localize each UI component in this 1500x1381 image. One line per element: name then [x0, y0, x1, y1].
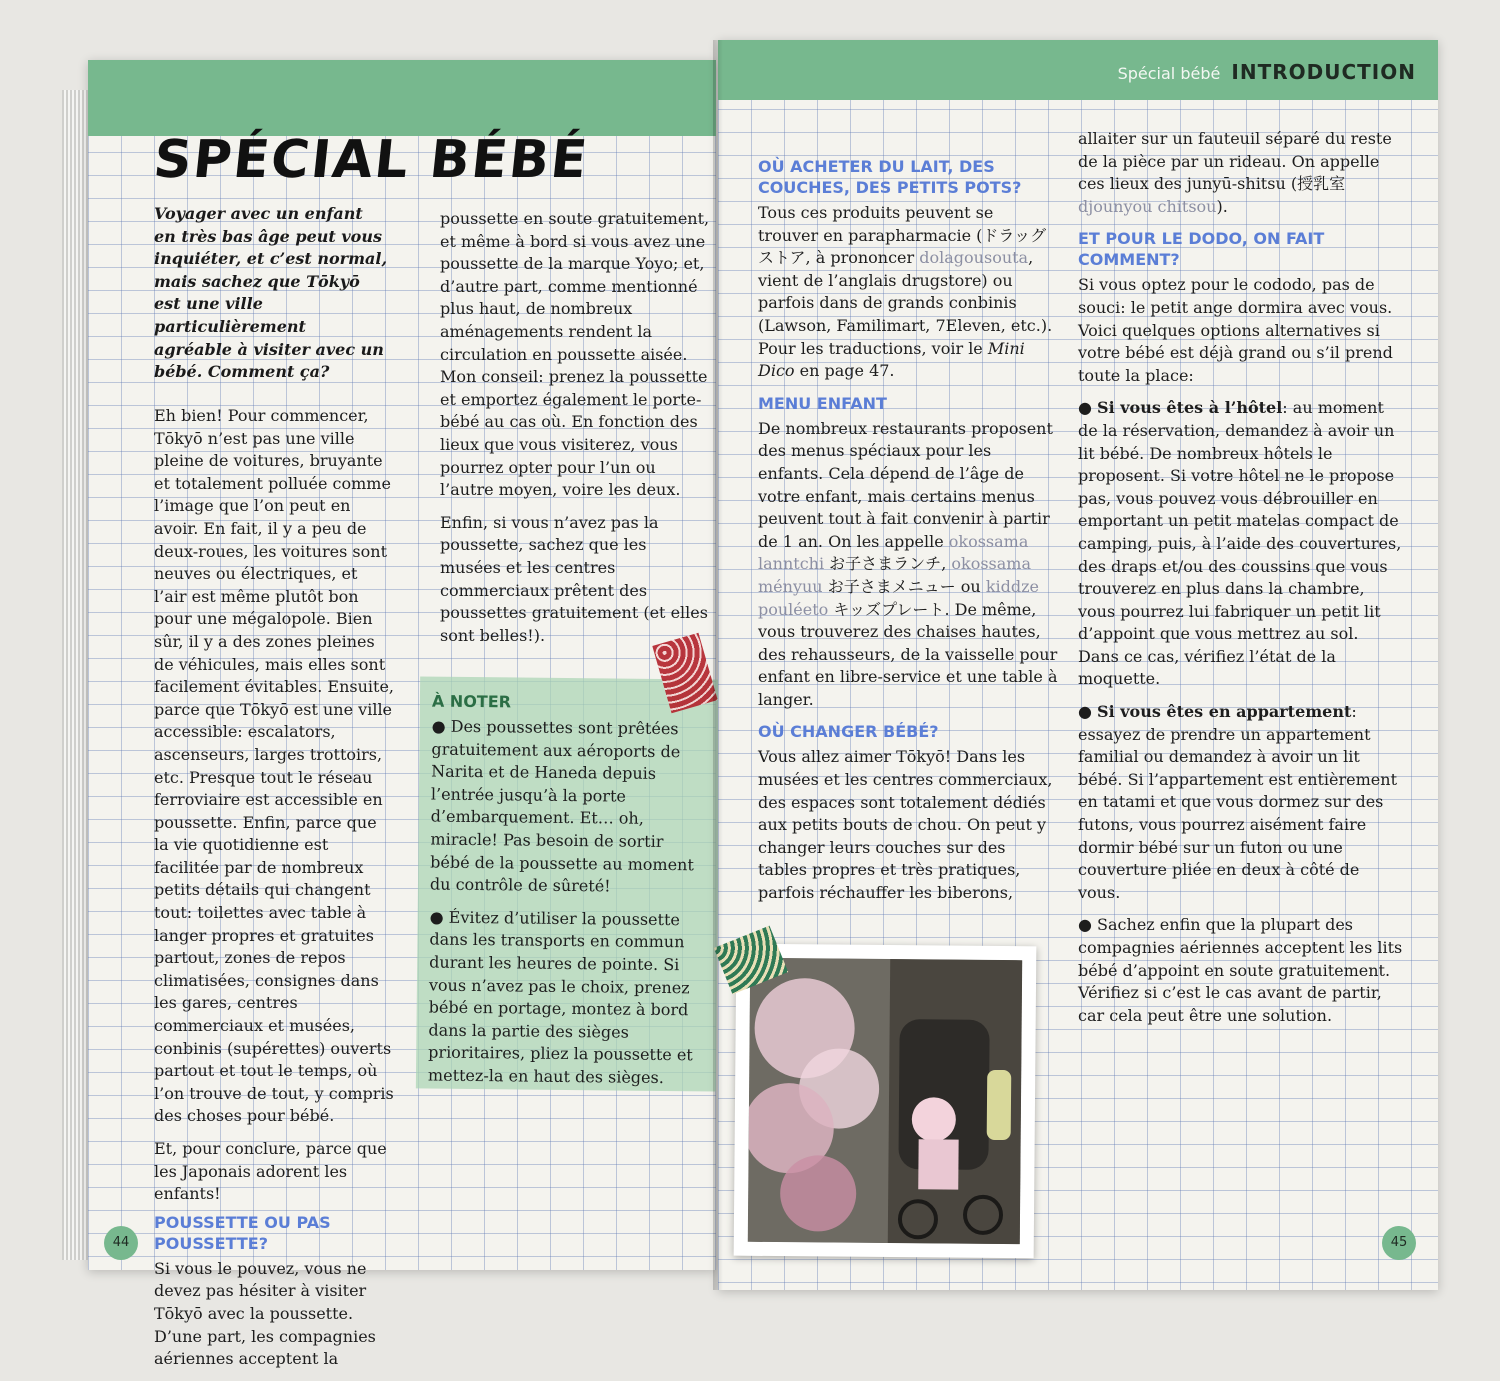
left-page: [88, 60, 716, 1369]
body-paragraph: ● Sachez enfin que la plupart des compagnies aériennes acceptent les lits bébé d’appoint en soute gratuitement. Vérifiez si c’est le cas avant de partir, car cela peut être une solution.: [1078, 915, 1403, 1025]
page-number-left: 44: [104, 1226, 138, 1260]
body-paragraph: Et, pour conclure, parce que les Japonais adorent les enfants!: [154, 1139, 387, 1204]
body-paragraph: Tous ces produits peuvent se trouver en parapharmacie (ドラッグストア, à prononcer dolagousouta, vient de l’anglais drugstore) ou parfois dans de grands conbinis (Lawson, Familimart, 7Eleven, etc.). Pour les traductions, voir le Mini Dico en page 47.: [758, 203, 1053, 381]
section-heading-lait: OÙ ACHETER DU LAIT, DES COUCHES, DES PETITS POTS?: [758, 157, 1022, 197]
body-paragraph: Vous allez aimer Tōkyō! Dans les musées et les centres commerciaux, des espaces sont totalement dédiés aux petits bouts de chou. On peut y changer leurs couches sur des tables propres et très pratiques, parfois réchauffer les biberons,: [758, 747, 1053, 903]
baby-stroller-photo: [734, 944, 1037, 1259]
book-spine-shadow: [713, 40, 723, 1290]
body-paragraph: poussette en soute gratuitement, et même à bord si vous avez une poussette de la marque Yoyo; et, d’autre part, comme mentionné plus haut, de nombreux aménagements rendent la circulation en poussette aisée. Mon conseil: prenez la poussette et emportez également le porte-bébé au cas où. En fonction des lieux que vous visiterez, vous pourrez opter pour l’un ou l’autre moyen, voire les deux.: [440, 209, 710, 500]
body-paragraph: Eh bien! Pour commencer, Tōkyō n’est pas une ville pleine de voitures, bruyante et totalement polluée comme l’image que l’on peut en avoir. En fait, il y a peu de deux-roues, les voitures sont neuves ou électriques, et l’air est même plutôt bon pour une mégalopole. Bien sûr, il y a des zones pleines de véhicules, mais elles sont facilement évitables. Ensuite, parce que Tōkyō est une ville accessible: escalators, ascenseurs, larges trottoirs, etc. Presque tout le réseau ferroviaire est accessible en poussette. Enfin, parce que la vie quotidienne est facilitée par de nombreux petits détails qui changent tout: toilettes avec table à langer propres et gratuites partout, zones de repos climatisées, consignes dans les gares, centres commerciaux et musées, conbinis (supérettes) ouverts partout et tout le temps, où l’on trouve de tout, y compris des choses pour bébé.: [154, 406, 394, 1126]
intro-text: Voyager avec un enfant en très bas âge peut vous inquiéter, et c’est normal, mais sachez que Tōkyō est une ville particulièrement agréable à visiter avec un bébé. Comment ça?: [154, 204, 388, 382]
body-paragraph: De nombreux restaurants proposent des menus spéciaux pour les enfants. Cela dépend de l’âge de votre enfant, mais certains menus peuvent tout à fait convenir à partir de 1 an. On les appelle okossama lanntchi お子さまランチ, okossama ményuu お子さまメニュー ou kiddze pouléeto キッズプレート. De même, vous trouverez des chaises hautes, des rehausseurs, de la vaisselle pour enfant en libre-service et une table à langer.: [758, 418, 1058, 709]
body-paragraph: allaiter sur un fauteuil séparé du reste de la pièce par un rideau. On appelle ces lieux des junyū-shitsu (授乳室 djounyou chitsou).: [1078, 129, 1392, 216]
body-paragraph: Si vous optez pour le cododo, pas de souci: le petit ange dormira avec vous. Voici quelques options alternatives si votre bébé est déjà grand ou s’il prend toute la place:: [1078, 275, 1393, 385]
right-page: [718, 40, 1438, 1290]
right-header-band: [718, 40, 1438, 100]
photo-illustration: [748, 958, 1022, 1244]
body-paragraph: Enfin, si vous n’avez pas la poussette, sachez que les musées et les centres commerciaux prêtent des poussettes gratuitement (et elles sont belles!).: [440, 512, 708, 645]
page-number-right: 45: [1382, 1226, 1416, 1260]
running-header: [1118, 60, 1416, 84]
section-heading-menu: MENU ENFANT: [758, 393, 887, 413]
right-column-2: [1078, 128, 1403, 1037]
note-paragraph: ● Évitez d’utiliser la poussette dans les transports en commun durant les heures de pointe. Si vous n’avez pas le choix, prenez bébé en portage, montez à bord dans la partie des sièges prioritaires, pliez la poussette et mettez-la en haut des sièges.: [427, 907, 693, 1087]
note-box: [416, 676, 720, 1091]
note-paragraph: ● Des poussettes sont prêtées gratuitement aux aéroports de Narita et de Haneda depuis l’entrée jusqu’à la porte d’embarquement. Et… oh, miracle! Pas besoin de sortir bébé de la poussette au moment du contrôle de sûreté!: [429, 716, 694, 896]
body-paragraph: Si vous le pouvez, vous ne devez pas hésiter à visiter Tōkyō avec la poussette. D’une part, les compagnies aériennes acceptent la: [154, 1258, 376, 1369]
header-section: Spécial bébé: [1117, 64, 1221, 83]
left-header-band: [88, 60, 716, 136]
note-heading: À NOTER: [431, 691, 512, 712]
left-column-1: [154, 405, 394, 1381]
section-heading-changer: OÙ CHANGER BÉBÉ?: [758, 722, 939, 742]
section-heading-dodo: ET POUR LE DODO, ON FAIT COMMENT?: [1078, 229, 1325, 270]
page-title: SPÉCIAL BÉBÉ: [150, 130, 592, 190]
right-column-1: [758, 150, 1058, 915]
left-column-2: [440, 208, 710, 657]
body-paragraph: ● Si vous êtes en appartement: essayez de prendre un appartement familial ou demandez à avoir un lit bébé. Si l’appartement est entièrement en tatami et que vous dormez sur des futons, vous pourrez aisément faire dormir bébé sur un futon ou une couverture pliée en deux à côté de vous.: [1078, 702, 1398, 902]
photo-image: [748, 958, 1022, 1244]
section-heading-poussette: POUSSETTE OU PAS POUSSETTE?: [154, 1212, 331, 1253]
body-paragraph: ● Si vous êtes à l’hôtel: au moment de la réservation, demandez à avoir un lit bébé. De nombreux hôtels le proposent. Si votre hôtel ne le propose pas, vous pouvez vous débrouiller en emportant un petit matelas compact de camping, puis, à l’aide des couvertures, des draps et/ou des coussins que vous trouverez en plus dans la chambre, vous pourrez lui fabriquer un petit lit d’appoint que vous mettrez au sol. Dans ce cas, vérifiez l’état de la moquette.: [1078, 398, 1402, 689]
header-chapter: INTRODUCTION: [1231, 60, 1416, 84]
